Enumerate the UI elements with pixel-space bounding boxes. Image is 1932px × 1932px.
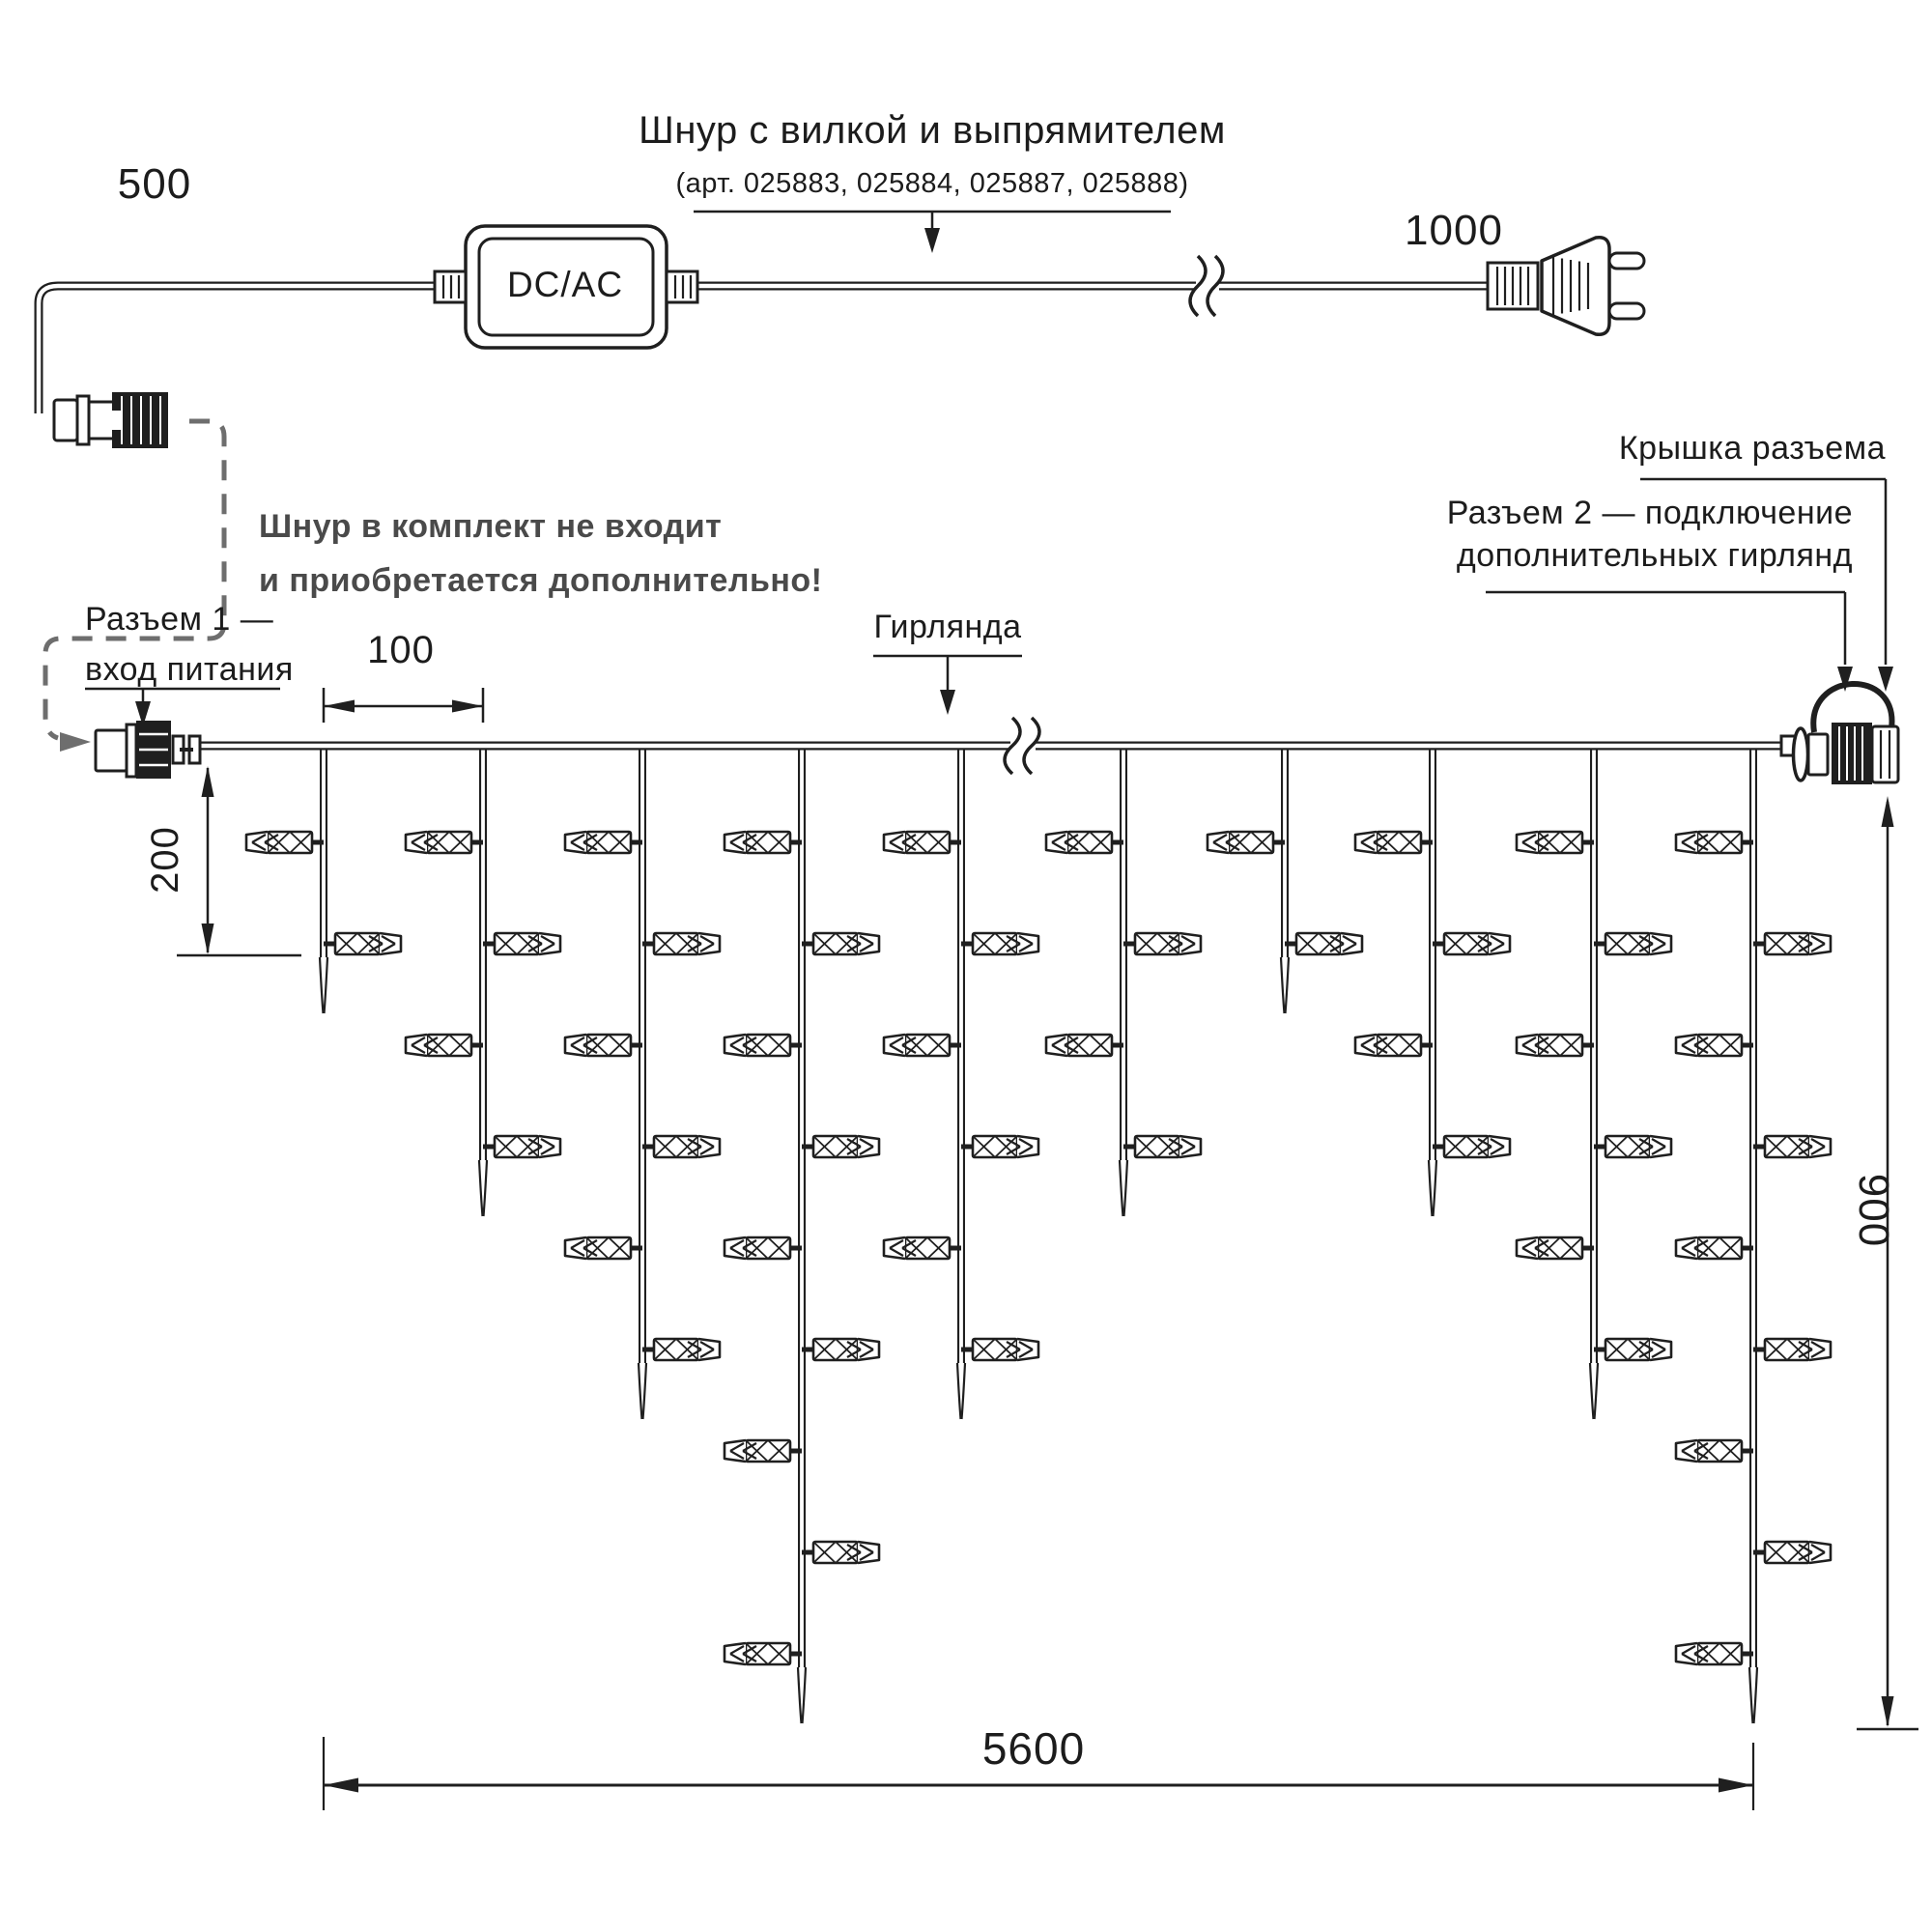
- led-bulb-icon: [1765, 1339, 1809, 1360]
- led-bulb-icon: [1697, 1440, 1742, 1462]
- led-bulb-icon: [1697, 1643, 1742, 1664]
- led-bulb-icon: [1067, 832, 1112, 853]
- dim-200-label: 200: [144, 826, 186, 894]
- led-bulb-icon: [813, 1542, 858, 1563]
- connector2-label-line2: дополнительных гирлянд: [1456, 537, 1853, 574]
- led-bulb-icon: [654, 1339, 698, 1360]
- led-bulb-icon: [1765, 1136, 1809, 1157]
- dim-100-arrow: [452, 700, 483, 713]
- led-bulb-icon: [1135, 1136, 1179, 1157]
- connector1-label-line2: вход питания: [85, 651, 294, 688]
- led-bulb-icon: [813, 933, 858, 954]
- led-bulb-icon: [1697, 832, 1742, 853]
- dim-900-arrow: [1882, 796, 1894, 827]
- cord-note-line1: Шнур в комплект не входит: [259, 508, 723, 545]
- dim-100-arrow: [324, 700, 355, 713]
- diagram-subtitle: (арт. 025883, 025884, 025887, 025888): [675, 168, 1189, 199]
- cord-note-line2: и приобретается дополнительно!: [259, 562, 823, 599]
- led-bulb-icon: [1605, 1339, 1650, 1360]
- led-bulb-icon: [746, 1440, 790, 1462]
- led-bulb-icon: [1765, 933, 1809, 954]
- diagram-title: Шнур с вилкой и выпрямителем: [639, 109, 1226, 152]
- connector2-label-line1: Разъем 2 — подключение: [1446, 495, 1853, 531]
- led-bulb-icon: [1697, 1237, 1742, 1259]
- led-bulb-icon: [1538, 832, 1582, 853]
- dim-1000-label: 1000: [1405, 207, 1503, 254]
- garland-leader-arrow: [940, 690, 955, 715]
- dim-900-label: 900: [1850, 1173, 1897, 1248]
- led-bulb-icon: [1444, 933, 1489, 954]
- led-bulb-icon: [973, 1136, 1017, 1157]
- connector1-label-line1: Разъем 1 —: [85, 601, 274, 638]
- led-bulb-icon: [905, 1237, 950, 1259]
- led-bulb-icon: [973, 933, 1017, 954]
- led-bulb-icon: [746, 1643, 790, 1664]
- led-bulb-icon: [746, 1237, 790, 1259]
- led-bulb-icon: [1538, 1035, 1582, 1056]
- dim-100-label: 100: [367, 629, 435, 671]
- led-bulb-icon: [427, 832, 471, 853]
- dim-5600-arrow: [1719, 1778, 1753, 1793]
- connector-ring: [1794, 728, 1808, 781]
- led-bulb-icon: [1765, 1542, 1809, 1563]
- led-bulb-icon: [746, 1035, 790, 1056]
- led-bulb-icon: [1697, 1035, 1742, 1056]
- led-bulb-icon: [813, 1136, 858, 1157]
- led-bulb-icon: [1377, 832, 1421, 853]
- dim-200-arrow: [202, 766, 214, 797]
- led-bulb-icon: [1135, 933, 1179, 954]
- led-bulb-icon: [1444, 1136, 1489, 1157]
- led-bulb-icon: [654, 933, 698, 954]
- power-cord-left: [39, 286, 437, 413]
- garland-connector-2: [1808, 734, 1828, 775]
- garland-label: Гирлянда: [873, 609, 1022, 645]
- led-bulb-icon: [268, 832, 312, 853]
- plug-pin: [1609, 303, 1644, 319]
- led-bulb-icon: [654, 1136, 698, 1157]
- led-bulb-icon: [1377, 1035, 1421, 1056]
- dashed-leader-arrow: [60, 732, 91, 752]
- led-bulb-icon: [973, 1339, 1017, 1360]
- dim-5600-label: 5600: [981, 1723, 1086, 1774]
- led-bulb-icon: [1605, 1136, 1650, 1157]
- led-bulb-icon: [586, 1237, 631, 1259]
- led-bulb-icon: [1296, 933, 1341, 954]
- mains-plug-icon: [1542, 238, 1609, 335]
- led-bulb-icon: [1067, 1035, 1112, 1056]
- led-bulb-icon: [905, 1035, 950, 1056]
- plug-pin: [1609, 253, 1644, 269]
- dim-5600-arrow: [324, 1778, 358, 1793]
- cap-leader-arrow: [1878, 667, 1893, 692]
- led-bulb-icon: [495, 1136, 539, 1157]
- led-bulb-icon: [335, 933, 380, 954]
- led-bulb-icon: [813, 1339, 858, 1360]
- dc-ac-converter-label: DC/AC: [506, 265, 624, 304]
- led-bulb-icon: [1538, 1237, 1582, 1259]
- dim-900-arrow: [1882, 1696, 1894, 1727]
- led-bulb-icon: [1229, 832, 1273, 853]
- garland-connector-1: [96, 730, 127, 771]
- led-bulb-icon: [427, 1035, 471, 1056]
- led-bulb-icon: [905, 832, 950, 853]
- dim-500-label: 500: [117, 160, 192, 208]
- cap-label: Крышка разъема: [1618, 430, 1886, 467]
- led-bulb-icon: [746, 832, 790, 853]
- power-connector: [54, 400, 77, 440]
- title-leader-arrow: [924, 228, 940, 253]
- led-bulb-icon: [1605, 933, 1650, 954]
- led-bulb-icon: [586, 832, 631, 853]
- dim-200-arrow: [202, 923, 214, 954]
- led-bulb-icon: [495, 933, 539, 954]
- led-bulb-icon: [586, 1035, 631, 1056]
- optional-cord-dashed-path: [45, 421, 224, 738]
